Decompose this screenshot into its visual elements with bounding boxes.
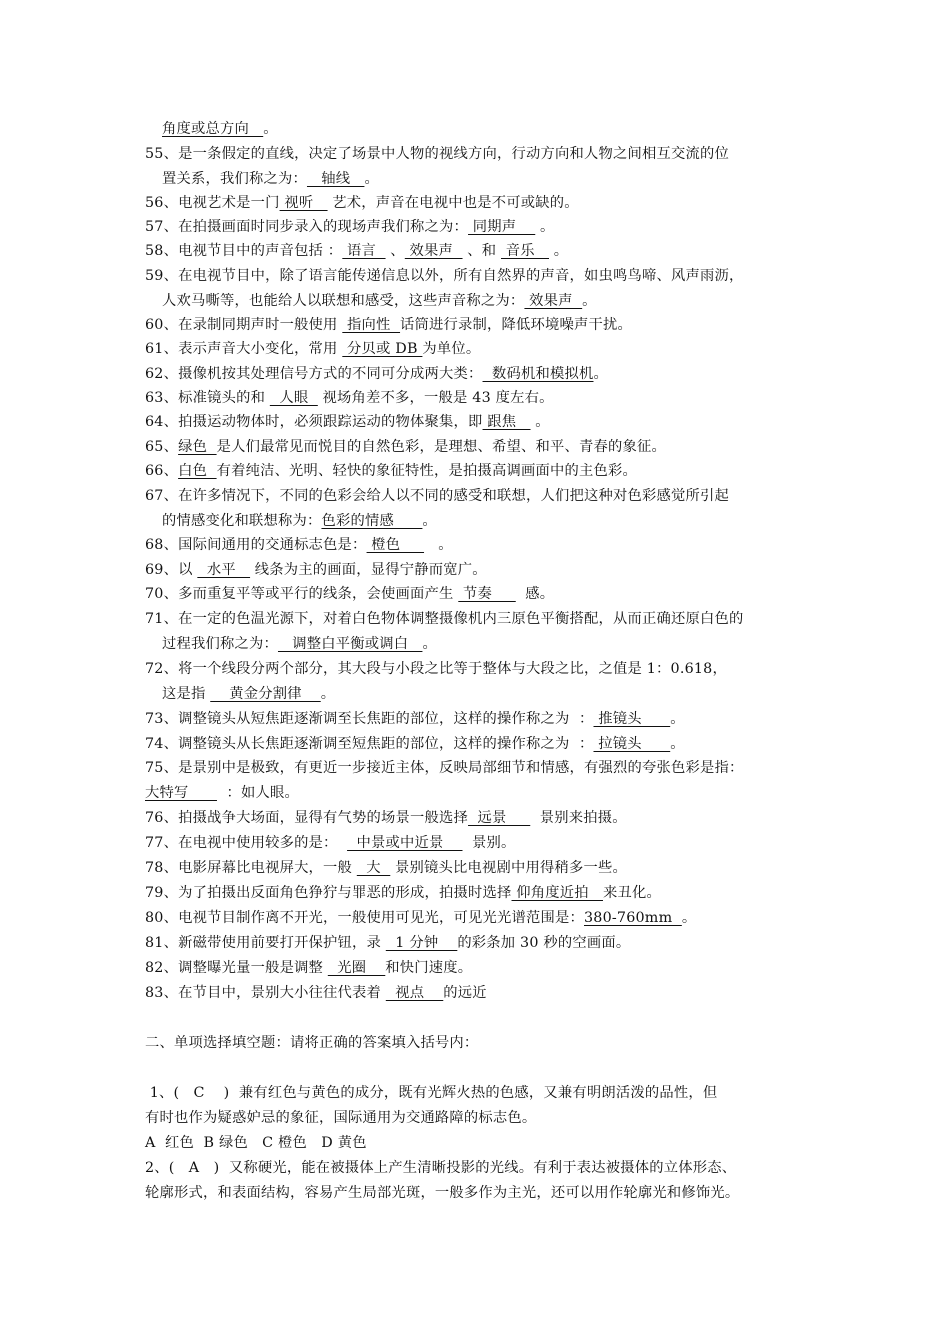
question-text: 78、电影屏幕比电视屏大，一般 — [145, 860, 357, 876]
question-text: 77、在电视中使用较多的是： — [145, 835, 348, 851]
question-text: 72、将一个线段分两个部分，其大段与小段之比等于整体与大段之比，之值是 1：0.618， — [145, 661, 727, 677]
text-line — [145, 338, 810, 360]
question-text: 73、调整镜头从短焦距逐渐调至长焦距的部位，这样的操作称之为 ： — [145, 711, 594, 727]
question-text: 68、国际间通用的交通标志色是： — [145, 537, 367, 553]
question-text: 60、在录制同期声时一般使用 — [145, 317, 343, 333]
question-text: 64、拍摄运动物体时，必须跟踪运动的物体聚集，即 — [145, 414, 483, 430]
text-line — [145, 807, 810, 829]
question-text: 视场角差不多，一般是 43 度左右。 — [317, 390, 554, 406]
question-text: 。 — [670, 736, 685, 752]
question-text: 79、为了拍摄出反面角色狰狞与罪恶的形成，拍摄时选择 — [145, 885, 512, 901]
answer-blank: 跟焦 — [482, 414, 531, 430]
text-line — [162, 168, 827, 190]
question-text: 为单位。 — [422, 341, 481, 357]
question-text: 过程我们称之为： — [162, 636, 278, 652]
question-text: 。 — [670, 711, 685, 727]
question-text: 。 — [681, 910, 697, 926]
answer-blank: 节奏 — [458, 586, 516, 602]
answer-blank: 色彩的情感 — [321, 513, 423, 529]
answer-blank: 拉镜头 — [593, 736, 671, 752]
question-text: 61、表示声音大小变化，常用 — [145, 341, 343, 357]
text-line — [145, 757, 810, 779]
question-text: 76、拍摄战争大场面，显得有气势的场景一般选择 — [145, 810, 469, 826]
question-text: 。 — [320, 686, 336, 702]
text-line — [145, 932, 810, 954]
question-text: 和快门速度。 — [385, 960, 473, 976]
answer-blank: 视点 — [385, 985, 444, 1001]
question-text: 。 — [530, 414, 550, 430]
question-text: 感。 — [515, 586, 555, 602]
text-line — [145, 957, 810, 979]
question-text: 65、 — [145, 439, 179, 455]
question-text: ：如人眼。 — [216, 785, 299, 801]
answer-blank: 语言 — [342, 243, 386, 259]
question-text: 景别来拍摄。 — [530, 810, 627, 826]
question-text: 有时也作为疑惑妒忌的象征，国际通用为交通路障的标志色。 — [145, 1110, 537, 1126]
text-line — [145, 1157, 810, 1179]
text-line — [162, 118, 827, 140]
question-text: 。 — [535, 219, 555, 235]
text-line — [145, 782, 810, 804]
question-text: 景别。 — [462, 835, 516, 851]
question-text: 有着纯洁、光明、轻快的象征特性，是拍摄高调画面中的主色彩。 — [216, 463, 637, 479]
text-line — [145, 265, 810, 287]
question-text: 景别镜头比电视剧中用得稍多一些。 — [390, 860, 627, 876]
question-text: 83、在节目中，景别大小往往代表着 — [145, 985, 386, 1001]
answer-blank: 大特写 — [145, 785, 217, 801]
text-line — [162, 683, 827, 705]
question-text: 80、电视节目制作离不开光，一般使用可见光，可见光光谱范围是： — [145, 910, 584, 926]
question-text: 74、调整镜头从长焦距逐渐调至短焦距的部位，这样的操作称之为 ： — [145, 736, 594, 752]
answer-blank: 效果声 — [404, 243, 463, 259]
question-text: 、 — [385, 243, 405, 259]
text-line — [145, 314, 810, 336]
answer-blank: 橙色 — [366, 537, 425, 553]
question-text: 。 — [549, 243, 569, 259]
question-text: 82、调整曝光量一般是调整 — [145, 960, 328, 976]
answer-blank: 音乐 — [501, 243, 549, 259]
text-line — [145, 216, 810, 238]
question-text: 71、在一定的色温光源下，对着白色物体调整摄像机内三原色平衡搭配，从而正确还原白色的 — [145, 611, 744, 627]
text-line — [162, 510, 827, 532]
text-line — [145, 240, 810, 262]
text-line — [145, 192, 810, 214]
answer-blank: 推镜头 — [593, 711, 671, 727]
text-line — [162, 290, 827, 312]
answer-blank: 视听 — [279, 195, 328, 211]
text-line — [162, 633, 827, 655]
question-text: 的远近 — [443, 985, 487, 1001]
question-text: 人欢马嘶等，也能给人以联想和感受，这些声音称之为： — [162, 293, 525, 309]
text-line — [145, 608, 810, 630]
text-line — [145, 1107, 810, 1129]
answer-blank: 分贝或 DB — [342, 341, 423, 357]
text-line — [145, 857, 810, 879]
question-text: 56、电视艺术是一门 — [145, 195, 280, 211]
answer-blank: 大 — [356, 860, 391, 876]
question-text: 2、( A ) 又称硬光，能在被摄体上产生清晰投影的光线。有利于表达被摄体的立体形态、 — [145, 1160, 737, 1176]
answer-blank: 调整白平衡或调白 — [277, 636, 423, 652]
question-text: 来丑化。 — [602, 885, 661, 901]
text-line — [145, 658, 810, 680]
question-text: 、和 — [462, 243, 502, 259]
question-text: 。 — [422, 636, 437, 652]
answer-blank: 380-760mm — [584, 910, 682, 926]
question-text: 。 — [422, 513, 437, 529]
question-text: 81、新磁带使用前要打开保护钮，录 — [145, 935, 386, 951]
question-text: 58、电视节目中的声音包括 ： — [145, 243, 343, 259]
text-line — [145, 1032, 810, 1054]
question-text: 艺术，声音在电视中也是不可或缺的。 — [327, 195, 579, 211]
text-line — [145, 832, 810, 854]
text-line — [145, 907, 810, 929]
text-line — [145, 143, 810, 165]
text-line — [145, 982, 810, 1004]
question-text: 话筒进行录制，降低环境噪声干扰。 — [400, 317, 632, 333]
answer-blank: 同期声 — [468, 219, 536, 235]
question-text: 的情感变化和联想称为： — [162, 513, 322, 529]
answer-blank: 光圈 — [327, 960, 386, 976]
question-text: 67、在许多情况下，不同的色彩会给人以不同的感受和联想，人们把这种对色彩感觉所引起 — [145, 488, 729, 504]
text-line — [145, 436, 810, 458]
question-text: 二、单项选择填空题：请将正确的答案填入括号内： — [145, 1035, 479, 1051]
question-text: 线条为主的画面，显得宁静而宽广。 — [250, 562, 487, 578]
question-text: 69、以 — [145, 562, 198, 578]
answer-blank: 指向性 — [342, 317, 401, 333]
question-text: 。 — [263, 121, 278, 137]
answer-blank: 仰角度近拍 — [511, 885, 603, 901]
question-text: 是人们最常见而悦目的自然色彩，是理想、希望、和平、青春的象征。 — [216, 439, 666, 455]
answer-blank: 白色 — [178, 463, 217, 479]
text-line — [145, 733, 810, 755]
answer-blank: 远景 — [468, 810, 531, 826]
question-text: 1、( C ) 兼有红色与黄色的成分，既有光辉火热的色感，又兼有明朗活泼的品性，但 — [145, 1085, 718, 1101]
answer-blank: 轴线 — [306, 171, 365, 187]
answer-blank: 数码机和模拟机 — [482, 366, 594, 382]
answer-blank: 水平 — [197, 562, 251, 578]
question-text: 62、摄像机按其处理信号方式的不同可分成两大类： — [145, 366, 483, 382]
text-line — [145, 559, 810, 581]
question-text: 。 — [424, 537, 453, 553]
answer-blank: 效果声 — [524, 293, 583, 309]
question-text: 置关系，我们称之为： — [162, 171, 307, 187]
text-line — [145, 583, 810, 605]
question-text: 这是指 — [162, 686, 211, 702]
text-line — [145, 882, 810, 904]
text-line — [145, 708, 810, 730]
answer-blank: 黄金分割律 — [210, 686, 321, 702]
answer-blank: 角度或总方向 — [162, 121, 264, 137]
text-line — [145, 534, 810, 556]
question-text: 57、在拍摄画面时同步录入的现场声我们称之为： — [145, 219, 469, 235]
question-text: 。 — [582, 293, 597, 309]
question-text: 。 — [364, 171, 379, 187]
answer-blank: 绿色 — [178, 439, 217, 455]
text-line — [145, 1082, 810, 1104]
text-line — [145, 485, 810, 507]
question-text: 63、标准镜头的和 — [145, 390, 270, 406]
text-line — [145, 363, 810, 385]
question-text: A 红色 B 绿色 C 橙色 D 黄色 — [145, 1135, 367, 1151]
text-line — [145, 411, 810, 433]
question-text: 66、 — [145, 463, 179, 479]
question-text: 75、是景别中是极致，有更近一步接近主体，反映局部细节和情感，有强烈的夸张色彩是指： — [145, 760, 744, 776]
text-line — [145, 460, 810, 482]
answer-blank: 人眼 — [269, 390, 318, 406]
question-text: 轮廓形式，和表面结构，容易产生局部光斑，一般多作为主光，还可以用作轮廓光和修饰光。 — [145, 1185, 740, 1201]
answer-blank: 1 分钟 — [385, 935, 458, 951]
question-text: 的彩条加 30 秒的空画面。 — [457, 935, 631, 951]
text-line — [145, 1132, 810, 1154]
answer-blank: 中景或中近景 — [347, 835, 463, 851]
question-text: 70、多而重复平等或平行的线条，会使画面产生 — [145, 586, 459, 602]
question-text: 55、是一条假定的直线，决定了场景中人物的视线方向，行动方向和人物之间相互交流的位 — [145, 146, 729, 162]
question-text: 。 — [593, 366, 608, 382]
question-text: 59、在电视节目中，除了语言能传递信息以外，所有自然界的声音，如虫鸣鸟啼、风声雨沥， — [145, 268, 744, 284]
text-line — [145, 387, 810, 409]
text-line — [145, 1182, 810, 1204]
